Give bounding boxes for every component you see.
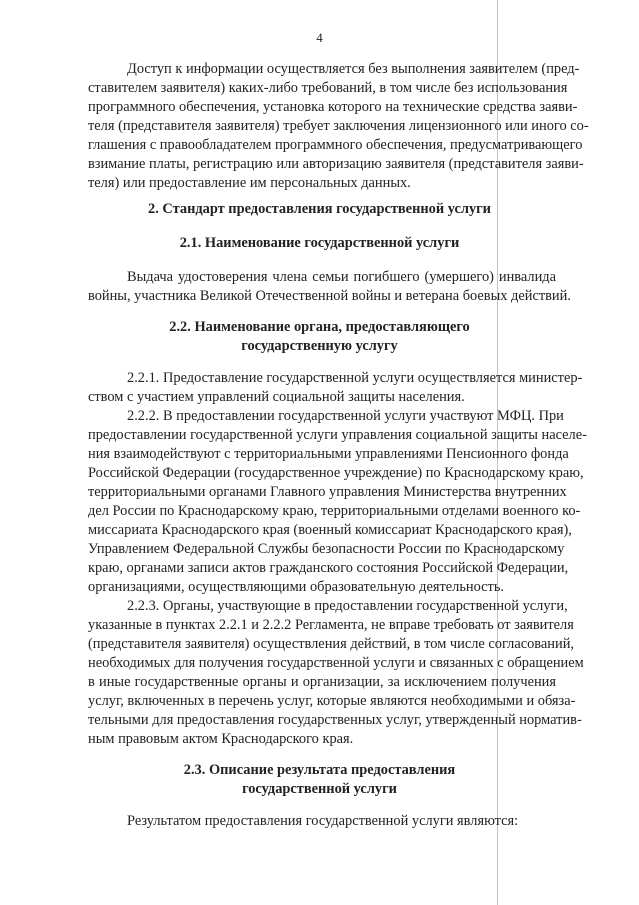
text-line: теля) или предоставление им персональных данных. <box>88 175 411 191</box>
subsection-heading: 2.3. Описание результата предоставления <box>183 762 456 778</box>
text-line: программного обеспечения, установка которого на технические средства заяви- <box>88 99 578 115</box>
text-line: указанные в пунктах 2.2.1 и 2.2.2 Регламента, не вправе требовать от заявителя <box>88 617 574 633</box>
page-number: 4 <box>316 30 323 45</box>
text-line: ством с участием управлений социальной защиты населения. <box>88 389 465 405</box>
text-line: Выдача удостоверения члена семьи погибшего (умершего) инвалида <box>127 269 556 285</box>
text-line: взимание платы, регистрацию или авторизацию заявителя (представителя заяви- <box>88 156 584 172</box>
text-line: миссариата Краснодарского края (военный комиссариат Краснодарского края), <box>88 522 572 538</box>
text-line: предоставлении государственной услуги управления социальной защиты населе- <box>88 427 587 443</box>
text-line: услуг, включенных в перечень услуг, которые являются необходимыми и обяза- <box>88 693 576 709</box>
subsection-heading: 2.1. Наименование государственной услуги <box>179 235 460 251</box>
text-line: Результатом предоставления государственной услуги являются: <box>127 813 519 829</box>
text-line: территориальными органами Главного управления Министерства внутренних <box>88 484 567 500</box>
text-line: ния взаимодействуют с территориальными управлениями Пенсионного фонда <box>88 446 569 462</box>
subsection-heading: государственную услугу <box>241 338 398 354</box>
text-line: 2.2.1. Предоставление государственной услуги осуществляется министер- <box>127 370 583 386</box>
text-line: глашения с правообладателем программного обеспечения, предусматривающего <box>88 137 583 153</box>
text-line: ставителем заявителя) каких-либо требований, в том числе без использования <box>88 80 568 96</box>
subsection-heading: государственной услуги <box>242 781 397 797</box>
text-line: ным правовым актом Краснодарского края. <box>88 731 354 747</box>
text-line: Управлением Федеральной Службы безопасности России по Краснодарскому <box>88 541 565 557</box>
section-heading: 2. Стандарт предоставления государственной услуги <box>148 201 491 217</box>
text-line: краю, органами записи актов гражданского состояния Российской Федерации, <box>88 560 569 576</box>
text-line: войны, участника Великой Отечественной войны и ветерана боевых действий. <box>88 288 571 304</box>
text-line: 2.2.3. Органы, участвующие в предоставлении государственной услуги, <box>127 598 568 614</box>
subsection-heading: 2.2. Наименование органа, предоставляющего <box>169 319 470 335</box>
text-line: тельными для предоставления государственных услуг, утвержденный норматив- <box>88 712 582 728</box>
text-line: в иные государственные органы и организации, за исключением получения <box>88 674 556 690</box>
text-line: 2.2.2. В предоставлении государственной услуги участвуют МФЦ. При <box>127 408 564 424</box>
text-line: теля (представителя заявителя) требует заключения лицензионного или иного со- <box>88 118 589 134</box>
text-line: необходимых для получения государственной услуги и связанных с обращением <box>88 655 584 671</box>
text-line: организациями, осуществляющими образовательную деятельность. <box>88 579 504 595</box>
text-line: Доступ к информации осуществляется без выполнения заявителем (пред- <box>127 61 580 77</box>
text-line: Российской Федерации (государственное учреждение) по Краснодарскому краю, <box>88 465 584 481</box>
text-line: (представителя заявителя) осуществления действий, в том числе согласований, <box>88 636 574 652</box>
text-line: дел России по Краснодарскому краю, территориальными отделами военного ко- <box>88 503 581 519</box>
